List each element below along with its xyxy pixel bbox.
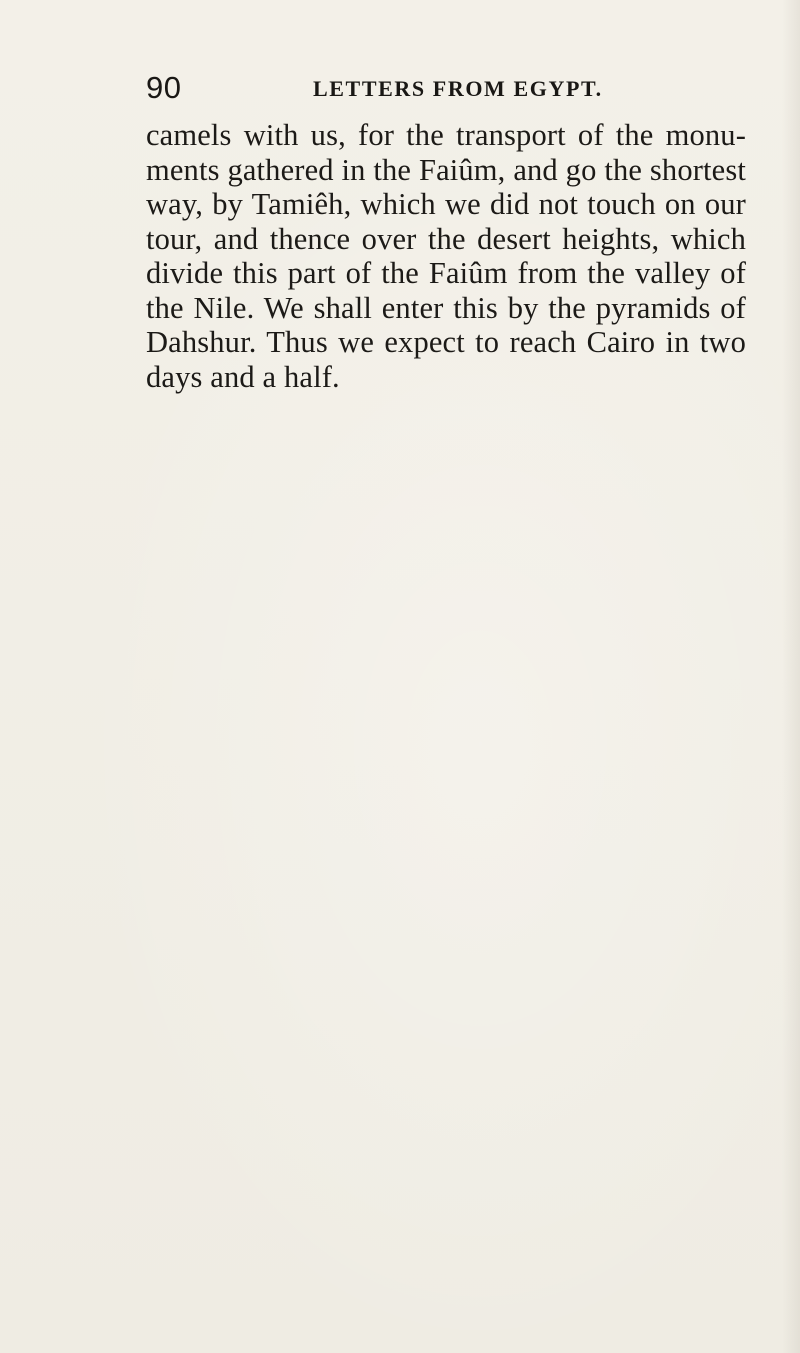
page-edge-shadow: [782, 0, 800, 1353]
text-line: tour, and thence over the desert heights, which: [146, 221, 746, 256]
body-paragraph: [146, 118, 746, 394]
running-head: [146, 70, 746, 110]
text-line: the Nile. We shall enter this by the pyramids of: [146, 290, 746, 325]
text-line: Dahshur. Thus we expect to reach Cairo in two: [146, 325, 746, 359]
text-line: divide this part of the Faiûm from the valley of: [146, 256, 746, 290]
text-line: days and a half.: [146, 359, 340, 394]
page-number: 90: [146, 70, 182, 105]
text-line: camels with us, for the transport of the monu-: [146, 118, 746, 152]
text-line: ments gathered in the Faiûm, and go the shortest: [146, 152, 746, 187]
text-line: way, by Tamiêh, which we did not touch on our: [146, 187, 746, 221]
running-title: LETTERS FROM EGYPT.: [313, 76, 603, 101]
